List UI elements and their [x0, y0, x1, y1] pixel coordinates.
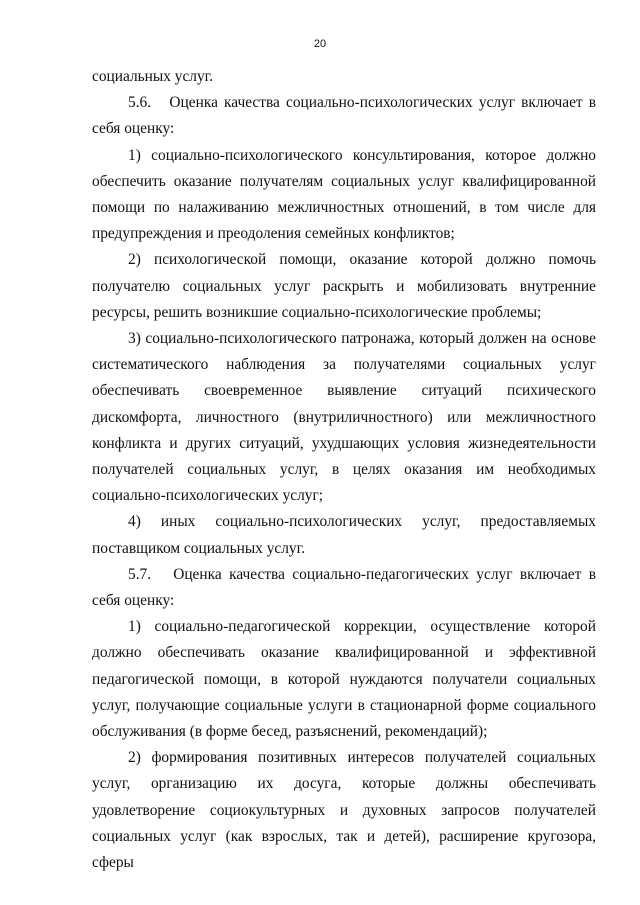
section-5-7-heading: 5.7. Оценка качества социально-педагогических услуг включает в себя оценку: — [92, 565, 596, 610]
list-item-5-6-2: 2) психологической помощи, оказание которой должно помочь получателю социальных услуг раскрыть и мобилизовать внутренние ресурсы, решить возникшие социально-психологические проблемы; — [92, 251, 596, 321]
paragraph-continuation: социальных услуг. — [92, 68, 214, 85]
document-body — [92, 64, 596, 876]
list-item-5-6-1: 1) социально-психологического консультирования, которое должно обеспечить оказание получателям социальных услуг квалифицированной помощи по налаживанию межличностных отношений, в том числе для предупреждения и преодоления семейных конфликтов; — [92, 146, 596, 243]
section-5-6-heading: 5.6. Оценка качества социально-психологических услуг включает в себя оценку: — [92, 94, 596, 138]
list-item-5-6-4: 4) иных социально-психологических услуг, предоставляемых поставщиком социальных услуг. — [92, 513, 596, 557]
page-number: 20 — [313, 38, 327, 50]
list-item-5-7-1: 1) социально-педагогической коррекции, осуществление которой должно обеспечивать оказание квалифицированной и эффективной педагогической помощи, в которой нуждаются получатели социальных услуг, получающие социальные услуги в стационарной форме социального обслуживания (в форме бесед, разъяснений, рекомендаций); — [92, 618, 596, 741]
list-item-5-6-3: 3) социально-психологического патронажа, который должен на основе систематического наблюдения за получателями социальных услуг обеспечивать своевременное выявление ситуаций психического дискомфорта, личностного (внутриличностного) или межличностного конфликта и других ситуаций, ухудшающих условия жизнедеятельности получателей социальных услуг, в целях оказания им необходимых социально-психологических услуг; — [92, 330, 596, 505]
list-item-5-7-2: 2) формирования позитивных интересов получателей социальных услуг, организацию их досуга, которые должны обеспечивать удовлетворение социокультурных и духовных запросов получателей социальных услуг (как взрослых, так и детей), расширение кругозора, сферы — [92, 749, 596, 872]
